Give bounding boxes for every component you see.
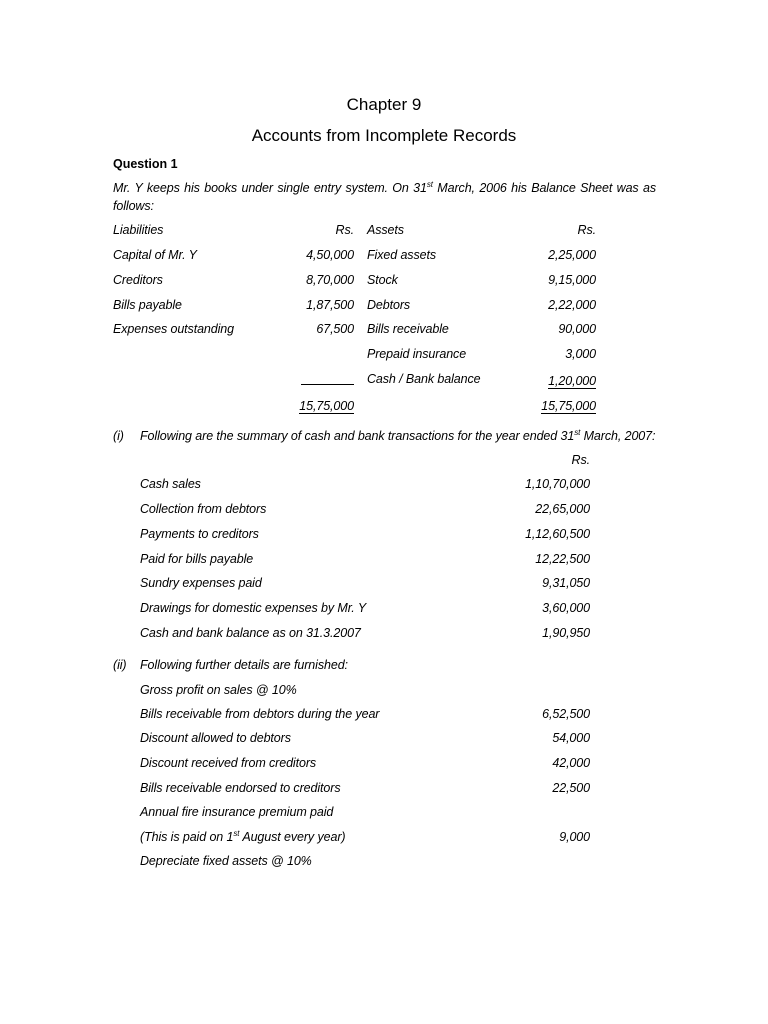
- transaction-label: Payments to creditors: [140, 527, 259, 541]
- liability-value: 1,87,500: [306, 298, 354, 312]
- depreciation-item: Depreciate fixed assets @ 10%: [140, 854, 312, 868]
- page-title: Accounts from Incomplete Records: [251, 126, 517, 145]
- asset-value: 9,15,000: [548, 273, 596, 287]
- detail-label: Annual fire insurance premium paid: [140, 805, 334, 819]
- transaction-value: 1,12,60,500: [525, 527, 590, 541]
- asset-label: Fixed assets: [367, 248, 436, 262]
- asset-value: 2,22,000: [548, 298, 596, 312]
- transaction-value: 12,22,500: [535, 552, 590, 566]
- liabilities-rs-header: Rs.: [335, 223, 354, 237]
- asset-label: Cash / Bank balance: [367, 372, 481, 386]
- detail-label: Discount received from creditors: [140, 756, 317, 770]
- detail-label: Discount allowed to debtors: [140, 731, 291, 745]
- liability-value: 67,500: [316, 322, 354, 336]
- asset-value: 90,000: [558, 322, 596, 336]
- transaction-value: 1,10,70,000: [525, 477, 590, 491]
- transaction-value: 3,60,000: [542, 601, 590, 615]
- transaction-label: Sundry expenses paid: [140, 576, 262, 590]
- question-heading: Question 1: [113, 157, 178, 171]
- part-i-rs-header: Rs.: [571, 453, 590, 467]
- part-i-text: Following are the summary of cash and bank transactions for the year ended 31st March, 2007:: [140, 427, 656, 443]
- liability-label: Expenses outstanding: [113, 322, 235, 336]
- transaction-label: Paid for bills payable: [140, 552, 254, 566]
- detail-value: 22,500: [552, 781, 590, 795]
- insurance-note: (This is paid on 1st August every year): [140, 828, 346, 844]
- asset-value: 2,25,000: [548, 248, 596, 262]
- transaction-label: Drawings for domestic expenses by Mr. Y: [140, 601, 367, 615]
- chapter-heading: Chapter 9: [346, 95, 422, 114]
- assets-rs-header: Rs.: [577, 223, 596, 237]
- liabilities-total: 15,75,000: [299, 399, 354, 413]
- liability-label: Bills payable: [113, 298, 182, 312]
- transaction-value: 9,31,050: [542, 576, 590, 590]
- detail-label: Bills receivable from debtors during the year: [140, 707, 380, 721]
- asset-label: Prepaid insurance: [367, 347, 467, 361]
- transaction-value: 1,90,950: [542, 626, 590, 640]
- intro-line-2: follows:: [113, 199, 154, 213]
- detail-label: Gross profit on sales @ 10%: [140, 683, 297, 697]
- transaction-label: Collection from debtors: [140, 502, 267, 516]
- part-ii-text: Following further details are furnished:: [140, 658, 348, 672]
- liability-label: Creditors: [113, 273, 163, 287]
- asset-label: Debtors: [367, 298, 411, 312]
- assets-total: 15,75,000: [541, 399, 596, 413]
- liabilities-header: Liabilities: [113, 223, 164, 237]
- asset-value: 1,20,000: [548, 374, 596, 388]
- detail-label: Bills receivable endorsed to creditors: [140, 781, 341, 795]
- liability-label: Capital of Mr. Y: [113, 248, 197, 262]
- asset-label: Stock: [367, 273, 398, 287]
- detail-value: 42,000: [552, 756, 590, 770]
- asset-value: 3,000: [565, 347, 596, 361]
- part-ii-marker: (ii): [113, 658, 127, 672]
- detail-value: 6,52,500: [542, 707, 590, 721]
- transaction-label: Cash and bank balance as on 31.3.2007: [140, 626, 361, 640]
- intro-line-1: Mr. Y keeps his books under single entry system. On 31st March, 2006 his Balance Sheet was as: [113, 179, 656, 195]
- liabilities-blank-rule: [301, 384, 354, 385]
- asset-label: Bills receivable: [367, 322, 449, 336]
- liability-value: 4,50,000: [306, 248, 354, 262]
- transaction-value: 22,65,000: [535, 502, 590, 516]
- part-i-marker: (i): [113, 429, 124, 443]
- detail-value: 54,000: [552, 731, 590, 745]
- assets-header: Assets: [367, 223, 404, 237]
- transaction-label: Cash sales: [140, 477, 201, 491]
- liability-value: 8,70,000: [306, 273, 354, 287]
- insurance-value: 9,000: [559, 830, 590, 844]
